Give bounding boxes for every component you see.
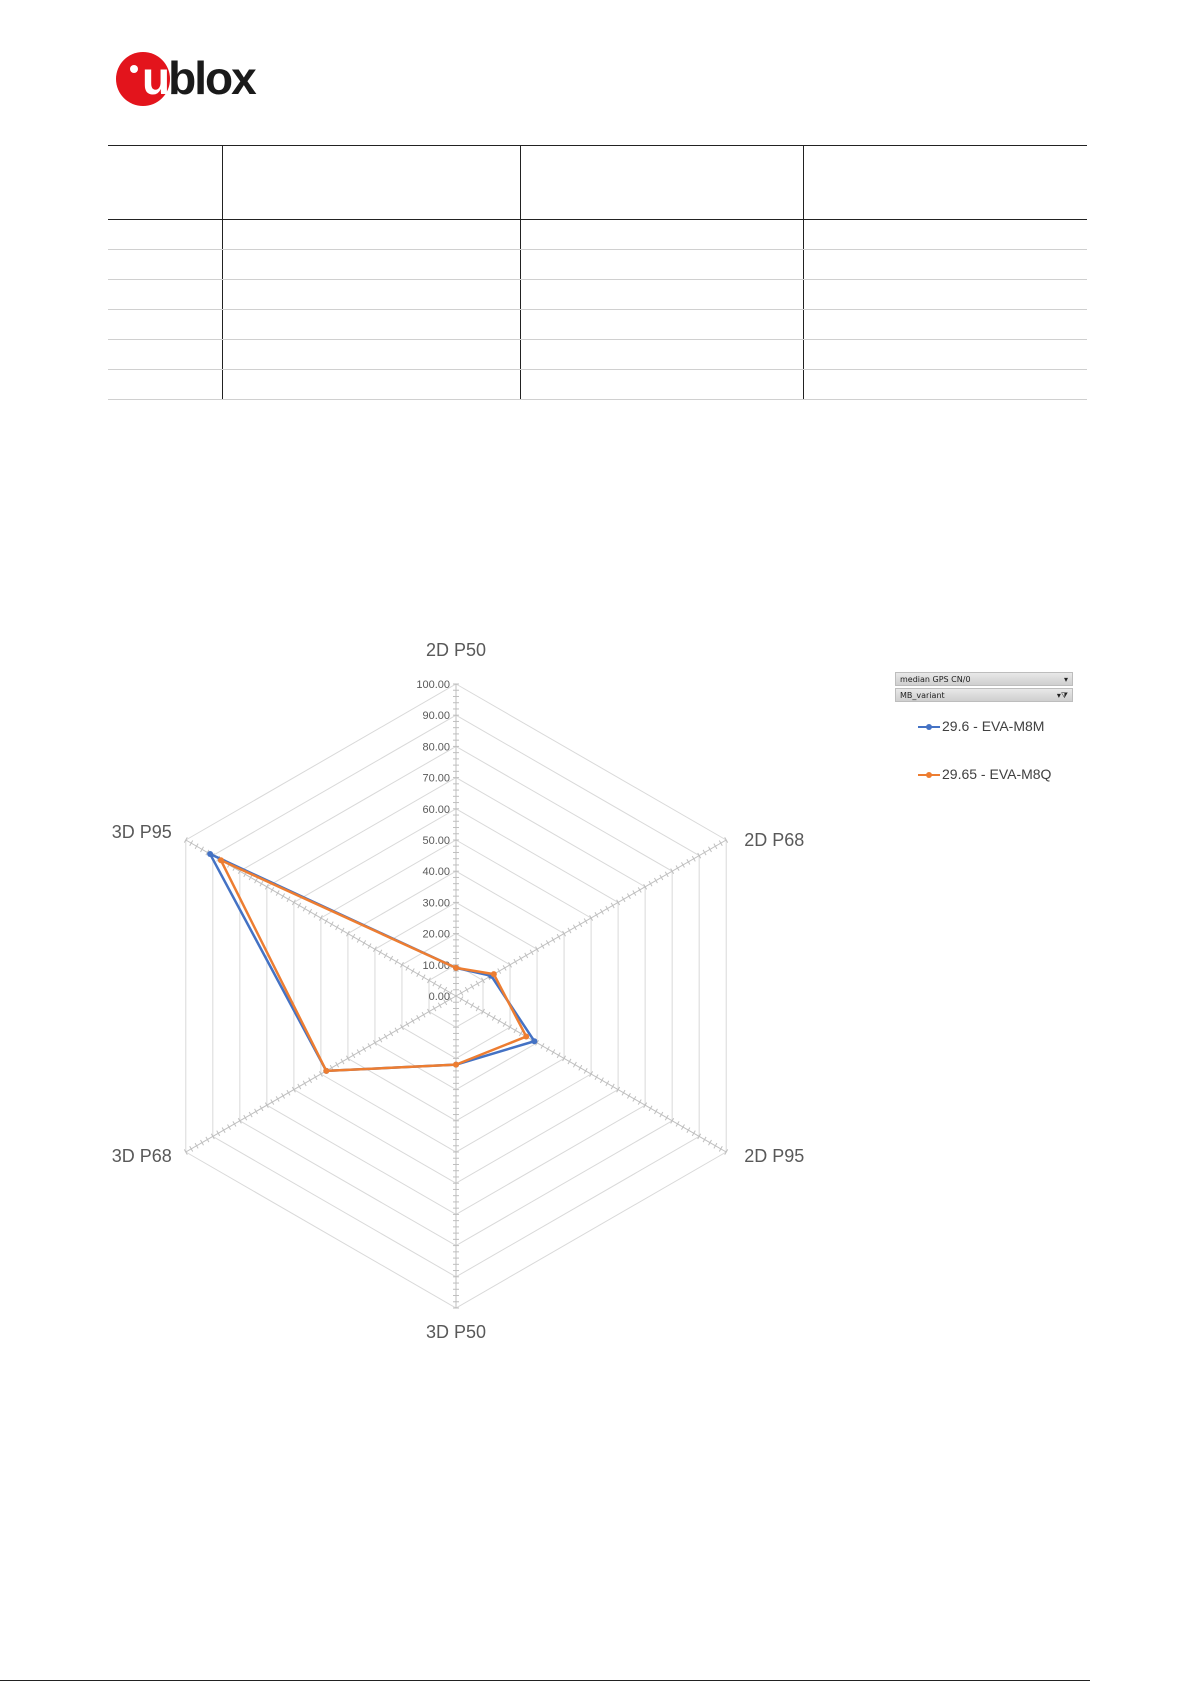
radar-axis-tick [606, 1081, 609, 1086]
radar-axis-tick [719, 1146, 722, 1151]
radar-axis-tick [633, 1096, 636, 1101]
radar-axis-tick [341, 928, 344, 933]
radar-axis-tick [557, 934, 560, 939]
radar-axis-tick [476, 981, 479, 986]
radar-axis-tick [303, 906, 306, 911]
radar-axis-tick [552, 1050, 555, 1055]
radar-axis-tick [341, 1059, 344, 1064]
radar-axis-tick [417, 972, 420, 977]
radar-axis-tick [519, 956, 522, 961]
radar-axis-tick [282, 894, 285, 899]
radar-axis-tick [573, 925, 576, 930]
table-cell [803, 250, 1087, 279]
radar-axis-tick [487, 1012, 490, 1017]
radar-axis-tick [611, 903, 614, 908]
radar-axis-tick [498, 968, 501, 973]
table-cell [108, 370, 222, 399]
radar-tick-label: 70.00 [422, 772, 450, 785]
radar-axis-tick [649, 881, 652, 886]
radar-axis-tick [633, 890, 636, 895]
radar-axis-tick [195, 1143, 198, 1148]
radar-axis-tick [217, 1131, 220, 1136]
filter-mb-variant[interactable] [895, 688, 1073, 702]
radar-axis-tick [271, 887, 274, 892]
chart-legend [918, 716, 1118, 812]
radar-axis-tick [552, 937, 555, 942]
table-row [108, 280, 1087, 310]
table-row [108, 250, 1087, 280]
radar-axis-tick [514, 1028, 517, 1033]
radar-tick-label: 0.00 [428, 991, 450, 1003]
radar-axis-tick [600, 1078, 603, 1083]
legend-swatch-marker [926, 724, 932, 730]
radar-axis-tick [363, 1046, 366, 1051]
table-cell [222, 220, 520, 249]
logo-i-dot [130, 65, 138, 73]
radar-axis-tick [687, 1128, 690, 1133]
radar-axis-tick [309, 1078, 312, 1083]
table-cell [222, 250, 520, 279]
radar-axis-tick [568, 928, 571, 933]
radar-axis-tick [352, 1053, 355, 1058]
radar-axis-tick [395, 959, 398, 964]
radar-axis-label: 2D P50 [425, 640, 487, 660]
logo-wordmark: ublox [142, 52, 255, 104]
radar-axis-tick [714, 844, 717, 849]
radar-axis-tick [519, 1031, 522, 1036]
dropdown-arrow-icon[interactable]: ▾ [1063, 675, 1068, 684]
radar-axis-tick [390, 1031, 393, 1036]
radar-axis-tick [368, 1043, 371, 1048]
radar-axis-tick [438, 1003, 441, 1008]
table-header-cell [520, 146, 803, 219]
radar-axis-tick [541, 1043, 544, 1048]
table-cell [222, 280, 520, 309]
radar-tick-label: 60.00 [422, 803, 450, 816]
radar-axis-tick [579, 1065, 582, 1070]
radar-axis-tick [244, 1115, 247, 1120]
legend-swatch-marker [926, 772, 932, 778]
radar-axis-tick [206, 1137, 209, 1142]
table-cell [108, 220, 222, 249]
legend-label: 29.65 - EVA-M8Q [942, 766, 1052, 782]
radar-tick-label: 80.00 [422, 741, 450, 754]
radar-axis-tick [411, 968, 414, 973]
radar-axis-tick [611, 1084, 614, 1089]
radar-axis-tick [287, 897, 290, 902]
radar-axis-tick [471, 984, 474, 989]
radar-series-line [210, 854, 534, 1071]
radar-axis-tick [433, 981, 436, 986]
legend-item-eva-m8m [918, 716, 1118, 736]
table-cell [108, 250, 222, 279]
radar-axis-tick [665, 872, 668, 877]
radar-axis-tick [395, 1028, 398, 1033]
radar-axis-tick [255, 878, 258, 883]
radar-axis-tick [260, 881, 263, 886]
radar-data-point [453, 965, 459, 971]
radar-axis-tick [406, 965, 409, 970]
table-row [108, 340, 1087, 370]
radar-axis-tick [654, 1109, 657, 1114]
radar-axis-tick [692, 856, 695, 861]
radar-axis-tick [411, 1018, 414, 1023]
table-header-cell [108, 146, 222, 219]
radar-axis-tick [201, 847, 204, 852]
radar-tick-label: 30.00 [422, 897, 450, 910]
radar-axis-tick [276, 1096, 279, 1101]
radar-axis-tick [703, 850, 706, 855]
legend-item-eva-m8q [918, 764, 1118, 784]
table-header-cell [222, 146, 520, 219]
radar-axis-tick [595, 912, 598, 917]
table-cell [520, 250, 803, 279]
radar-axis-tick [384, 1034, 387, 1039]
radar-axis-tick [249, 1112, 252, 1117]
radar-data-point [218, 857, 224, 863]
radar-data-point [207, 851, 213, 857]
radar-axis-tick [336, 1062, 339, 1067]
table-cell [803, 220, 1087, 249]
radar-axis-tick [595, 1075, 598, 1080]
radar-axis-tick [271, 1099, 274, 1104]
radar-axis-tick [557, 1053, 560, 1058]
radar-axis-tick [681, 862, 684, 867]
radar-axis-tick [190, 841, 193, 846]
table-cell [803, 310, 1087, 339]
table-cell [520, 310, 803, 339]
radar-axis-tick [622, 897, 625, 902]
table-cell [520, 220, 803, 249]
radar-axis-tick [379, 1037, 382, 1042]
radar-axis-tick [649, 1106, 652, 1111]
radar-axis-tick [228, 1124, 231, 1129]
filter-label: MB_variant [900, 691, 945, 700]
radar-axis-tick [514, 959, 517, 964]
radar-axis-tick [352, 934, 355, 939]
radar-axis-tick [660, 875, 663, 880]
radar-axis-tick [368, 943, 371, 948]
radar-axis-label: 3D P50 [425, 1322, 487, 1342]
ublox-logo [116, 48, 266, 108]
radar-axis-label: 2D P68 [744, 830, 805, 850]
radar-axis-tick [255, 1109, 258, 1114]
radar-axis-tick [260, 1106, 263, 1111]
radar-axis-tick [233, 1121, 236, 1126]
radar-axis-tick [568, 1059, 571, 1064]
radar-axis-tick [325, 919, 328, 924]
radar-axis-tick [465, 987, 468, 992]
radar-axis-tick [298, 1084, 301, 1089]
data-table [108, 145, 1087, 400]
radar-axis-tick [201, 1140, 204, 1145]
radar-axis-label: 3D P95 [111, 822, 172, 842]
table-cell [108, 280, 222, 309]
table-cell [222, 340, 520, 369]
table-cell [520, 370, 803, 399]
table-cell [803, 280, 1087, 309]
radar-axis-tick [681, 1124, 684, 1129]
radar-axis-tick [406, 1021, 409, 1026]
radar-axis-tick [676, 865, 679, 870]
radar-axis-tick [422, 1012, 425, 1017]
radar-data-point [523, 1034, 529, 1040]
radar-tick-label: 100.00 [416, 679, 450, 691]
radar-axis-tick [309, 909, 312, 914]
radar-axis-tick [363, 940, 366, 945]
radar-axis-tick [687, 859, 690, 864]
radar-axis-tick [390, 956, 393, 961]
legend-label: 29.6 - EVA-M8M [942, 718, 1045, 734]
radar-axis-tick [622, 1090, 625, 1095]
table-cell [803, 340, 1087, 369]
radar-axis-tick [492, 1015, 495, 1020]
radar-axis-tick [287, 1090, 290, 1095]
filter-label: median GPS CN/0 [900, 675, 971, 684]
radar-data-point [453, 1062, 459, 1068]
radar-axis-tick [584, 1068, 587, 1073]
radar-axis-tick [460, 997, 463, 1002]
radar-axis-tick [546, 1046, 549, 1051]
table-cell [108, 340, 222, 369]
radar-axis-tick [282, 1093, 285, 1098]
radar-axis-tick [314, 912, 317, 917]
radar-axis-tick [357, 937, 360, 942]
radar-axis-tick [660, 1112, 663, 1117]
table-cell [803, 370, 1087, 399]
radar-axis-tick [714, 1143, 717, 1148]
table-cell [520, 280, 803, 309]
radar-axis-tick [654, 878, 657, 883]
radar-chart [100, 640, 820, 1350]
radar-axis-tick [222, 1128, 225, 1133]
radar-axis-tick [438, 984, 441, 989]
table-header-row [108, 145, 1087, 220]
radar-axis-tick [708, 1140, 711, 1145]
radar-axis-tick [465, 1000, 468, 1005]
radar-axis-tick [703, 1137, 706, 1142]
radar-axis-tick [719, 841, 722, 846]
table-row [108, 310, 1087, 340]
radar-axis-tick [417, 1015, 420, 1020]
radar-axis-tick [541, 943, 544, 948]
radar-axis-tick [600, 909, 603, 914]
radar-axis-label: 2D P95 [744, 1146, 805, 1166]
radar-axis-tick [276, 890, 279, 895]
radar-axis-tick [190, 1146, 193, 1151]
radar-axis-tick [471, 1003, 474, 1008]
radar-axis-tick [579, 922, 582, 927]
radar-axis-tick [422, 975, 425, 980]
radar-axis-tick [692, 1131, 695, 1136]
radar-data-point [531, 1038, 537, 1044]
table-row [108, 220, 1087, 250]
radar-axis-tick [546, 940, 549, 945]
table-cell [222, 310, 520, 339]
radar-axis-label: 3D P68 [111, 1146, 172, 1166]
radar-axis-tick [530, 950, 533, 955]
radar-axis-tick [638, 1099, 641, 1104]
radar-tick-label: 40.00 [422, 866, 450, 879]
radar-axis-tick [627, 1093, 630, 1098]
radar-tick-label: 20.00 [422, 928, 450, 941]
radar-chart-svg [100, 640, 820, 1350]
radar-axis-tick [573, 1062, 576, 1067]
radar-axis-tick [330, 922, 333, 927]
table-cell [222, 370, 520, 399]
radar-axis-tick [379, 950, 382, 955]
radar-axis-tick [676, 1121, 679, 1126]
footer-rule [0, 1680, 1090, 1681]
radar-axis-tick [627, 894, 630, 899]
radar-axis-tick [357, 1050, 360, 1055]
table-cell [108, 310, 222, 339]
table-cell [520, 340, 803, 369]
radar-axis-tick [303, 1081, 306, 1086]
radar-axis-tick [336, 925, 339, 930]
radar-tick-label: 50.00 [422, 835, 450, 847]
radar-axis-tick [195, 844, 198, 849]
radar-data-point [491, 971, 497, 977]
radar-axis-tick [638, 887, 641, 892]
radar-axis-tick [665, 1115, 668, 1120]
radar-axis-tick [384, 953, 387, 958]
radar-axis-tick [460, 990, 463, 995]
radar-axis-tick [433, 1006, 436, 1011]
filter-median-gps-cn0[interactable] [895, 672, 1073, 686]
filter-dropdown-icon[interactable]: ▾⧩ [1056, 691, 1068, 700]
table-header-cell [803, 146, 1087, 219]
chart-filter-panel [895, 672, 1073, 704]
radar-tick-label: 90.00 [422, 710, 450, 723]
radar-tick-label: 10.00 [422, 959, 450, 972]
radar-axis-tick [498, 1018, 501, 1023]
radar-axis-tick [476, 1006, 479, 1011]
radar-axis-tick [584, 919, 587, 924]
radar-axis-tick [503, 1021, 506, 1026]
radar-axis-tick [708, 847, 711, 852]
radar-axis-tick [606, 906, 609, 911]
radar-axis-tick [503, 965, 506, 970]
radar-axis-tick [298, 903, 301, 908]
radar-axis-tick [525, 953, 528, 958]
table-row [108, 370, 1087, 400]
radar-axis-tick [314, 1075, 317, 1080]
radar-data-point [323, 1068, 329, 1074]
